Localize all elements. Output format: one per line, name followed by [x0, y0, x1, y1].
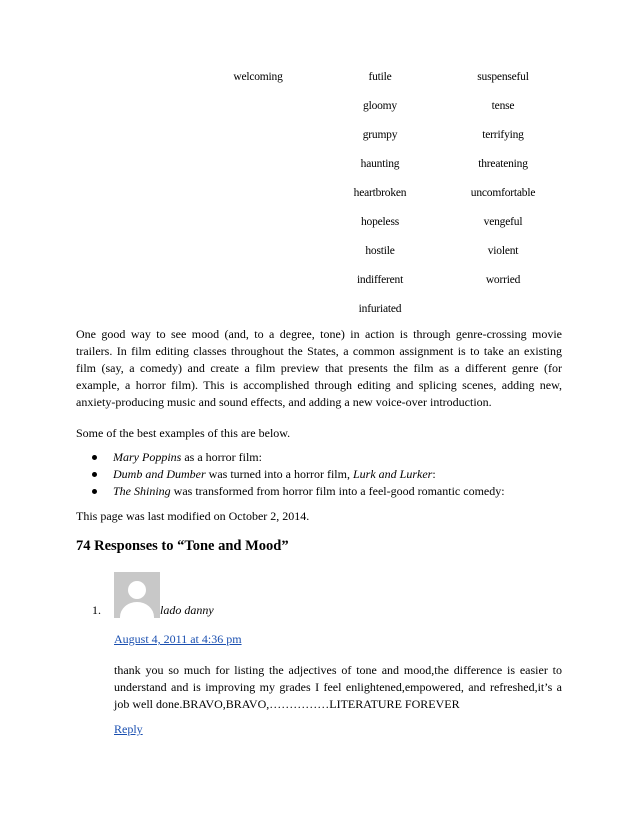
bullet-icon	[92, 455, 97, 460]
word-cell: violent	[487, 245, 519, 257]
avatar-head	[128, 581, 146, 599]
mood-words-table	[0, 71, 638, 332]
word-cell: tense	[491, 100, 515, 112]
word-cell: suspenseful	[477, 71, 529, 83]
avatar-shoulders	[120, 602, 154, 618]
list-item	[76, 449, 566, 466]
word-row	[0, 216, 638, 245]
word-cell: hopeless	[360, 216, 400, 228]
examples-list	[76, 449, 566, 500]
word-cell: indifferent	[356, 274, 404, 286]
comment-author: lado danny	[160, 603, 214, 617]
film-title: Lurk and Lurker	[352, 467, 433, 481]
list-item	[76, 483, 566, 500]
word-row	[0, 71, 638, 100]
comment-text: thank you so much for listing the adjectives of tone and mood,the difference is easier to understand and is improving my grades I feel enlightened,empowered, and refreshed,it’s a job well done.BRAVO,BRAVO,……………LITERATURE FOREVER	[114, 663, 562, 711]
word-cell: gloomy	[363, 100, 397, 112]
film-title: Dumb and Dumber	[113, 467, 206, 481]
item-text: was transformed from horror film into a feel-good romantic comedy:	[170, 484, 505, 498]
film-title: Mary Poppins	[113, 450, 182, 464]
last-modified: This page was last modified on October 2, 2014.	[76, 509, 310, 523]
word-cell: haunting	[360, 158, 400, 170]
word-cell: futile	[368, 71, 392, 83]
word-cell: heartbroken	[353, 187, 407, 199]
bullet-icon	[92, 472, 97, 477]
responses-heading: 74 Responses to “Tone and Mood”	[76, 538, 289, 554]
word-cell: welcoming	[233, 71, 283, 83]
comment-number: 1.	[92, 603, 101, 617]
word-cell: vengeful	[483, 216, 523, 228]
word-row	[0, 274, 638, 303]
avatar	[114, 572, 160, 618]
word-cell: grumpy	[362, 129, 398, 141]
word-row	[0, 245, 638, 274]
word-row	[0, 129, 638, 158]
examples-intro: Some of the best examples of this are below.	[76, 426, 291, 440]
bullet-icon	[92, 489, 97, 494]
comment-date-link[interactable]: August 4, 2011 at 4:36 pm	[114, 632, 242, 646]
word-row	[0, 158, 638, 187]
word-row	[0, 187, 638, 216]
word-cell: worried	[485, 274, 521, 286]
item-text: :	[432, 467, 436, 481]
item-text: as a horror film:	[181, 450, 262, 464]
word-cell: terrifying	[482, 129, 524, 141]
word-cell: infuriated	[358, 303, 402, 315]
intro-paragraph: One good way to see mood (and, to a degree, tone) in action is through genre-crossing movie trailers. In film editing classes throughout the States, a common assignment is to take an existing film (say, a comedy) and create a film preview that presents the film as a different genre (for example, a horror film). This is accomplished through editing and splicing scenes, adding new, anxiety-producing music and sound effects, and adding a new voice-over introduction.	[76, 327, 562, 409]
list-item	[76, 466, 566, 483]
word-cell: uncomfortable	[470, 187, 536, 199]
item-text: was turned into a horror film,	[205, 467, 353, 481]
word-cell: threatening	[478, 158, 528, 170]
word-row	[0, 100, 638, 129]
word-cell: hostile	[365, 245, 395, 257]
reply-link[interactable]: Reply	[114, 722, 143, 736]
film-title: The Shining	[113, 484, 171, 498]
